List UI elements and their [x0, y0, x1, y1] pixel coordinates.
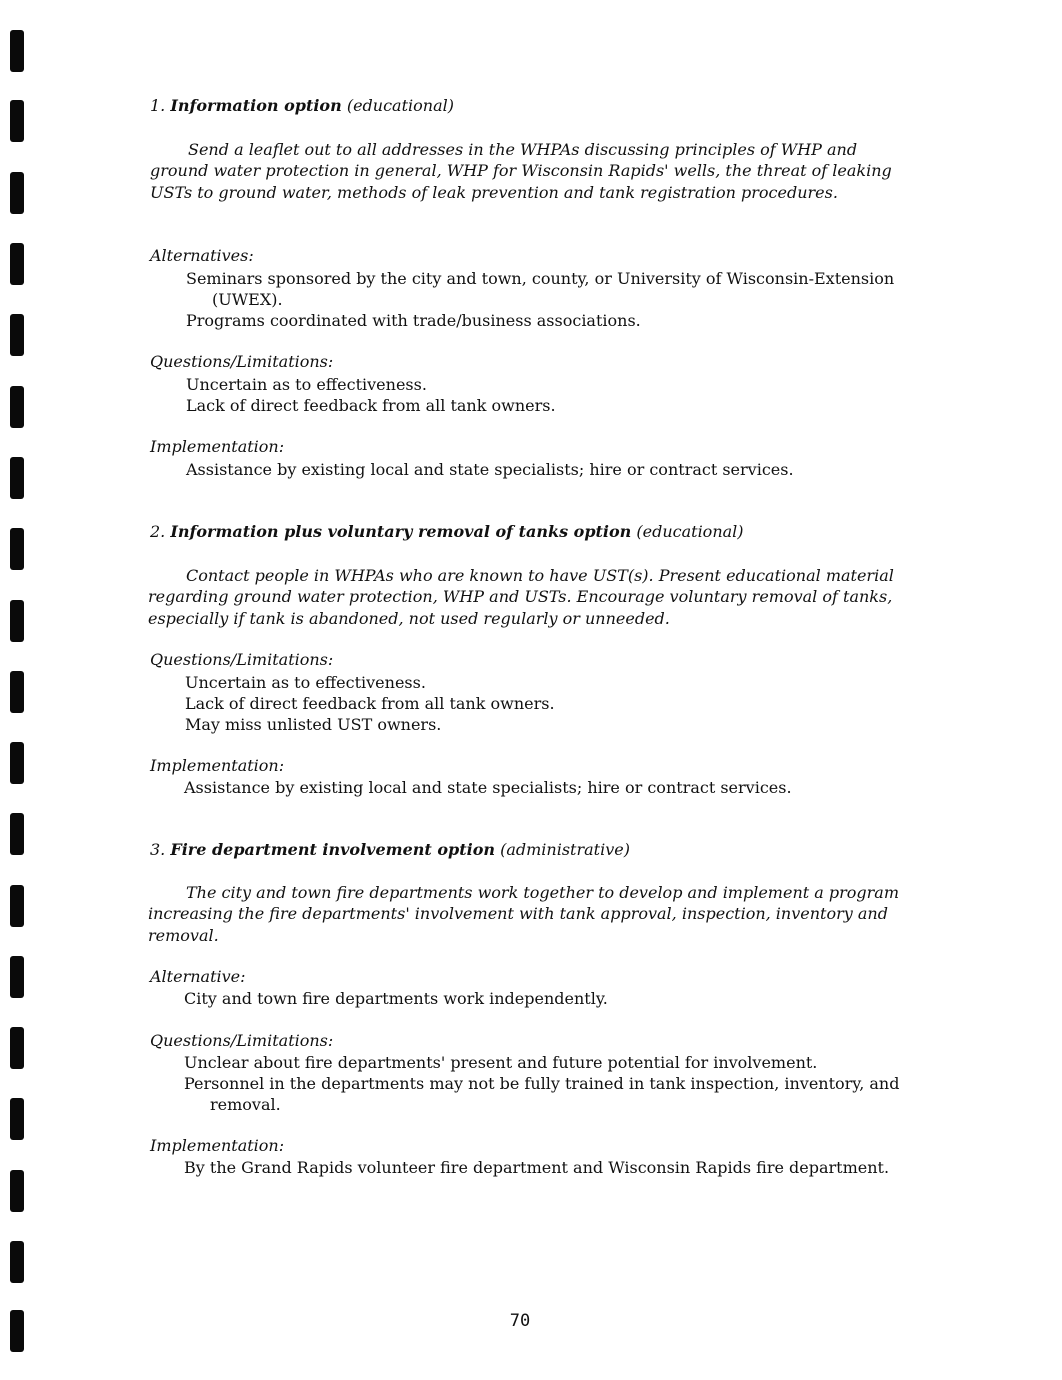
section-2-description: Contact people in WHPAs who are known to have UST(s). Present educational material regarding ground water protection, WHP and USTs. Encourage voluntary removal of tanks, especially if tank is abandoned, not used regularly or unneeded. [148, 566, 894, 628]
section-1-alternatives-label: Alternatives: [150, 246, 254, 265]
section-2-limitation-item: Uncertain as to effectiveness. [185, 673, 426, 692]
section-3-description: The city and town fire departments work together to develop and implement a program increasing the fire departments' involvement with tank approval, inspection, inventory and removal. [148, 883, 900, 945]
section-3-heading [150, 840, 630, 859]
section-category: (educational) [636, 522, 744, 541]
section-category: (educational) [346, 96, 454, 115]
section-2-limitation-item: May miss unlisted UST owners. [185, 715, 442, 734]
page-number: 70 [509, 1311, 531, 1331]
section-1-heading [150, 96, 454, 115]
section-1-limitation-item: Lack of direct feedback from all tank owners. [186, 396, 556, 415]
section-3-implementation-label: Implementation: [150, 1136, 285, 1155]
section-1-implementation-label: Implementation: [150, 437, 285, 456]
section-3-alternative-item: City and town fire departments work independently. [184, 989, 608, 1008]
section-1-alternative-item: Programs coordinated with trade/business associations. [186, 311, 641, 330]
section-category: (administrative) [500, 840, 630, 859]
section-1-limitation-item: Uncertain as to effectiveness. [186, 375, 427, 394]
section-number: 1. [150, 96, 166, 115]
section-2-implementation-label: Implementation: [150, 756, 285, 775]
section-3-limitation-item: Unclear about fire departments' present and future potential for involvement. [184, 1053, 818, 1072]
section-number: 3. [150, 840, 166, 859]
section-3-limitation-item: Personnel in the departments may not be fully trained in tank inspection, inventory, and removal. [184, 1074, 900, 1115]
section-2-limitation-item: Lack of direct feedback from all tank owners. [185, 694, 555, 713]
section-2-heading [150, 522, 744, 541]
section-1-alternative-item: Seminars sponsored by the city and town, county, or University of Wisconsin-Extension (UWEX). [186, 269, 895, 310]
section-title: Fire department involvement option [170, 840, 495, 859]
section-3-limitations-label: Questions/Limitations: [150, 1031, 334, 1050]
section-2-limitations-label: Questions/Limitations: [150, 650, 334, 669]
section-title: Information plus voluntary removal of tanks option [170, 522, 632, 541]
section-1-description: Send a leaflet out to all addresses in the WHPAs discussing principles of WHP and ground water protection in general, WHP for Wisconsin Rapids' wells, the threat of leaking USTs to ground water, methods of leak prevention and tank registration procedures. [150, 140, 892, 202]
section-3-implementation-item: By the Grand Rapids volunteer fire department and Wisconsin Rapids fire department. [184, 1158, 890, 1177]
section-1-implementation-item: Assistance by existing local and state specialists; hire or contract services. [186, 460, 794, 479]
section-1-limitations-label: Questions/Limitations: [150, 352, 334, 371]
section-2-implementation-item: Assistance by existing local and state specialists; hire or contract services. [184, 778, 792, 797]
section-number: 2. [150, 522, 166, 541]
section-title: Information option [170, 96, 342, 115]
section-3-alternatives-label: Alternative: [150, 967, 246, 986]
